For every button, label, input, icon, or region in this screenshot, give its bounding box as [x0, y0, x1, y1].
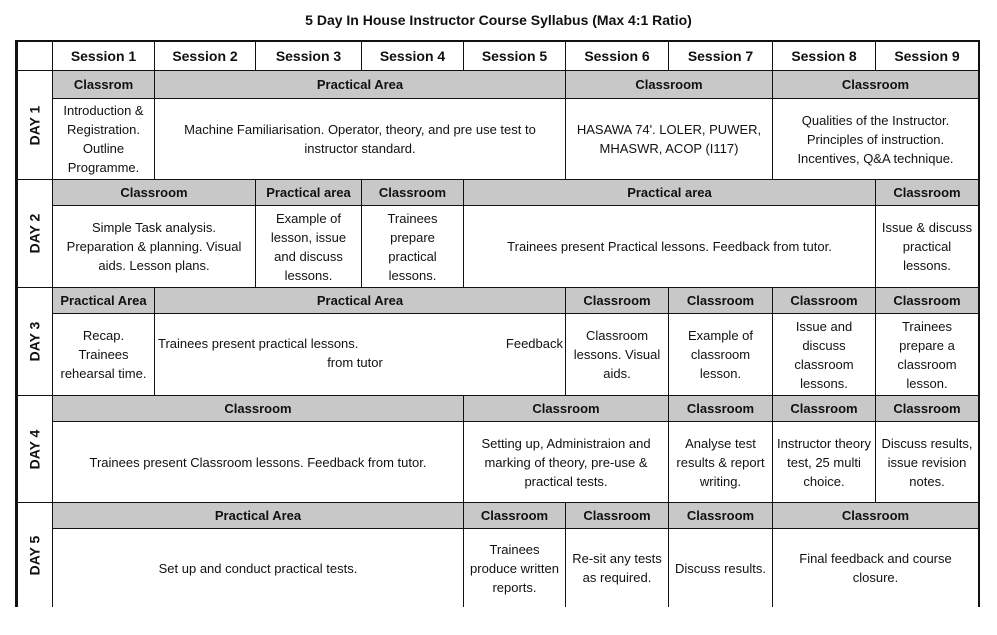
area-label: Classroom — [464, 503, 565, 528]
session-content: Trainees present Practical lessons. Feedback from tutor. — [464, 206, 875, 287]
day-label-text: DAY 3 — [26, 321, 43, 362]
session-content: Final feedback and course closure. — [773, 529, 978, 607]
session-content: Issue and discuss classroom lessons. — [773, 314, 875, 395]
session-header: Session 9 — [876, 42, 978, 70]
session-content: Example of classroom lesson. — [669, 314, 772, 395]
area-label: Classroom — [876, 396, 978, 421]
session-content: Trainees present Classroom lessons. Feedback from tutor. — [53, 422, 463, 502]
corner-cell — [18, 42, 52, 70]
session-content: Trainees prepare practical lessons. — [362, 206, 463, 287]
area-label: Classroom — [53, 396, 463, 421]
session-header: Session 2 — [155, 42, 255, 70]
area-label: Classroom — [773, 288, 875, 313]
area-label: Classroom — [876, 180, 978, 205]
session-content: Introduction & Registration. Outline Programme. — [53, 99, 154, 179]
area-label: Classroom — [669, 396, 772, 421]
day-label — [18, 180, 52, 287]
area-label: Classroom — [773, 71, 978, 98]
session-content: HASAWA 74'. LOLER, PUWER, MHASWR, ACOP (I117) — [566, 99, 772, 179]
day-label — [18, 396, 52, 502]
day-label — [18, 288, 52, 395]
day-label-text: DAY 4 — [26, 429, 43, 469]
day-label — [18, 71, 52, 179]
session-header: Session 7 — [669, 42, 772, 70]
session-header: Session 1 — [53, 42, 154, 70]
area-label: Classroom — [669, 503, 772, 528]
area-label: Practical Area — [155, 288, 565, 313]
area-label: Classroom — [53, 180, 255, 205]
page-title: 5 Day In House Instructor Course Syllabus (Max 4:1 Ratio) — [305, 12, 692, 28]
area-label: Classroom — [773, 503, 978, 528]
session-header: Session 6 — [566, 42, 668, 70]
session-content: Feedback — [505, 336, 563, 351]
session-content: Re-sit any tests as required. — [566, 529, 668, 607]
session-content: Simple Task analysis. Preparation & planning. Visual aids. Lesson plans. — [53, 206, 255, 287]
area-label: Practical Area — [53, 503, 463, 528]
area-label: Practical Area — [155, 71, 565, 98]
syllabus-table — [15, 40, 980, 607]
session-content: Qualities of the Instructor. Principles of instruction. Incentives, Q&A technique. — [773, 99, 978, 179]
session-content: Setting up, Administraion and marking of theory, pre-use & practical tests. — [464, 422, 668, 502]
area-label: Classrom — [53, 71, 154, 98]
area-label: Classroom — [362, 180, 463, 205]
session-content: Issue & discuss practical lessons. — [876, 206, 978, 287]
session-header: Session 8 — [773, 42, 875, 70]
area-label: Classroom — [566, 71, 772, 98]
session-content: Discuss results. — [669, 529, 772, 607]
session-content: Example of lesson, issue and discuss lessons. — [256, 206, 361, 287]
session-content: Discuss results, issue revision notes. — [876, 422, 978, 502]
session-content: Trainees prepare a classroom lesson. — [876, 314, 978, 395]
area-label: Practical area — [256, 180, 361, 205]
session-header: Session 3 — [256, 42, 361, 70]
session-header: Session 5 — [464, 42, 565, 70]
area-label: Classroom — [669, 288, 772, 313]
area-label: Practical Area — [53, 288, 154, 313]
area-label: Classroom — [566, 288, 668, 313]
area-label: Classroom — [566, 503, 668, 528]
session-content: Machine Familiarisation. Operator, theory, and pre use test to instructor standard. — [155, 99, 565, 179]
day-label — [18, 503, 52, 607]
session-header: Session 4 — [362, 42, 463, 70]
session-content: Trainees produce written reports. — [464, 529, 565, 607]
session-content: Classroom lessons. Visual aids. — [566, 314, 668, 395]
day-label-text: DAY 1 — [26, 105, 43, 145]
area-label: Classroom — [464, 396, 668, 421]
session-content-block — [155, 314, 565, 395]
session-content: Instructor theory test, 25 multi choice. — [773, 422, 875, 502]
area-label: Classroom — [773, 396, 875, 421]
area-label: Classroom — [876, 288, 978, 313]
session-content: Trainees present practical lessons. — [158, 336, 359, 351]
session-content: Recap. Trainees rehearsal time. — [53, 314, 154, 395]
session-content: Analyse test results & report writing. — [669, 422, 772, 502]
session-content: from tutor — [327, 355, 383, 370]
session-content: Set up and conduct practical tests. — [53, 529, 463, 607]
day-label-text: DAY 5 — [26, 535, 43, 575]
area-label: Practical area — [464, 180, 875, 205]
day-label-text: DAY 2 — [26, 213, 43, 254]
